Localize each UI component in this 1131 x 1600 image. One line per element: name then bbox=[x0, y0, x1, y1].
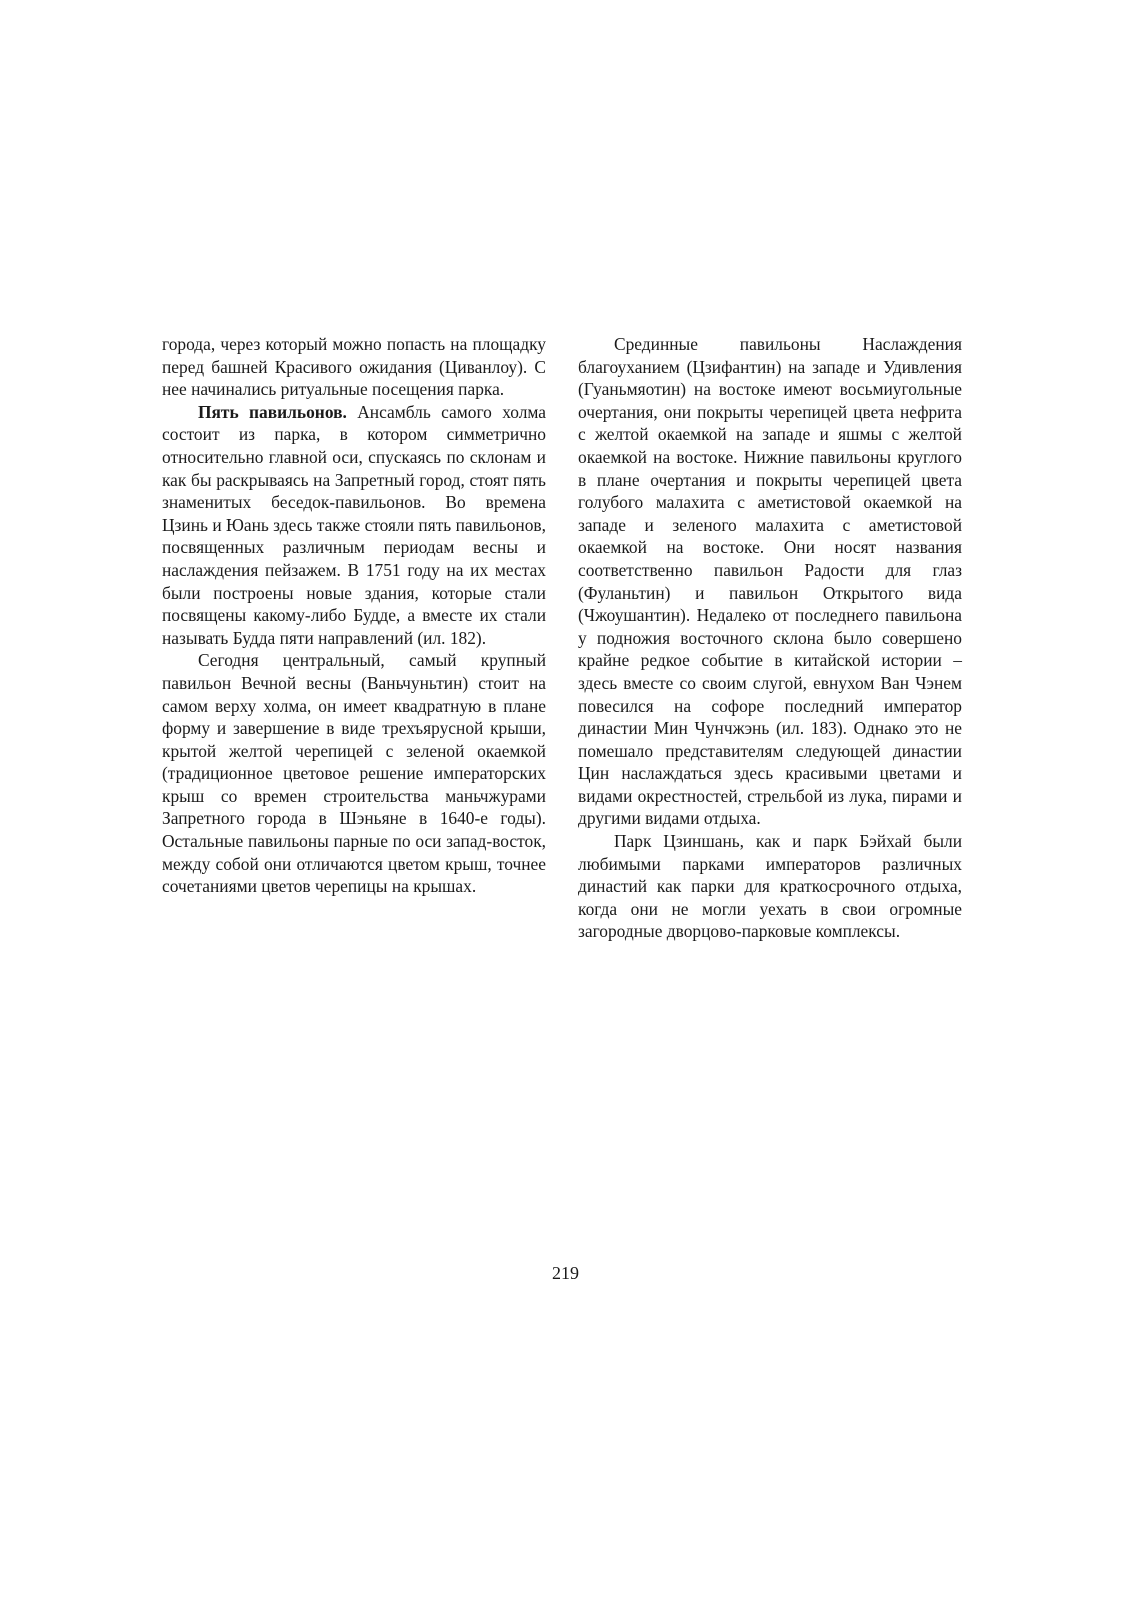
paragraph-body: Ансамбль самого холма состоит из парка, в котором симметрично относительно главной оси, спускаясь по склонам и как бы раскрываясь на Запретный город, стоят пять знаменитых беседок-павильонов. Во времена Цзинь и Юань здесь также стояли пять павильонов, посвященных различным периодам весны и наслаждения пейзажем. В 1751 году на их местах были построены новые здания, которые стали посвящены какому-либо Будде, а вместе их стали называть Будда пяти направлений (ил. 182). bbox=[162, 401, 546, 648]
paragraph-five-pavilions bbox=[162, 401, 546, 650]
paragraph-heading: Пять павильонов. bbox=[198, 401, 347, 422]
paragraph-jingshan-park: Парк Цзиншань, как и парк Бэйхай были любимыми парками императоров различных династий как парки для краткосрочного отдыха, когда они не могли уехать в свои огромные загородные дворцово-парковые комплексы. bbox=[578, 831, 962, 942]
right-text-column bbox=[578, 333, 962, 943]
left-text-column bbox=[162, 333, 546, 898]
paragraph-central-pavilion: Сегодня центральный, самый крупный павильон Вечной весны (Ваньчуньтин) стоит на самом верху холма, он имеет квадратную в плане форму и завершение в виде трехъярусной крыши, крытой желтой черепицей с зеленой окаемкой (традиционное цветовое решение императорских крыш со времен строительства маньчжурами Запретного города в Шэньяне в 1640-е годы). Остальные павильоны парные по оси запад-восток, между собой они отличаются цветом крыш, точнее сочетаниями цветов черепицы на крышах. bbox=[162, 650, 546, 897]
paragraph-continuation: города, через который можно попасть на площадку перед башней Красивого ожидания (Циванлоу). С нее начинались ритуальные посещения парка. bbox=[162, 334, 546, 400]
paragraph-middle-pavilions: Срединные павильоны Наслаждения благоуханием (Цзифантин) на западе и Удивления (Гуаньмяотин) на востоке имеют восьмиугольные очертания, они покрыты черепицей цвета нефрита с желтой окаемкой на западе и яшмы с желтой окаемкой на востоке. Нижние павильоны круглого в плане очертания и покрыты черепицей цвета голубого малахита с аметистовой окаемкой на западе и зеленого малахита с аметистовой окаемкой на востоке. Они носят названия соответственно павильон Радости для глаз (Фуланьтин) и павильон Открытого вида (Чжоушантин). Недалеко от последнего павильона у подножия восточного склона было совершено крайне редкое событие в китайской истории – здесь вместе со своим слугой, евнухом Ван Чэнем повесился на софоре последний император династии Мин Чунчжэнь (ил. 183). Однако это не помешало представителям следующей династии Цин наслаждаться здесь красивыми цветами и видами окрестностей, стрельбой из лука, пирами и другими видами отдыха. bbox=[578, 334, 962, 829]
page-number: 219 bbox=[552, 1263, 579, 1283]
